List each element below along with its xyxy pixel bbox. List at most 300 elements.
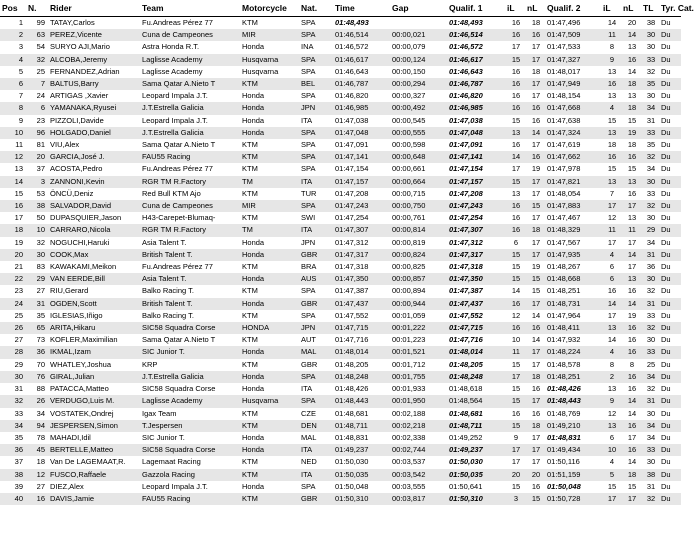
cell-pos: 34 bbox=[0, 420, 26, 432]
cell-qualif1: 01:47,141 bbox=[447, 151, 505, 163]
cell-time: 01:50,035 bbox=[333, 469, 390, 481]
cell-pos: 25 bbox=[0, 310, 26, 322]
table-row bbox=[0, 54, 681, 66]
table-row bbox=[0, 261, 681, 273]
cell-rider: ZANNONI,Kevin bbox=[48, 176, 140, 188]
table-row bbox=[0, 127, 681, 139]
cell-motorcycle: KTM bbox=[240, 469, 299, 481]
cell-motorcycle: KTM bbox=[240, 334, 299, 346]
cell-gap: 00:00,327 bbox=[390, 90, 447, 102]
cell-qualif1: 01:47,552 bbox=[447, 310, 505, 322]
cell-time: 01:47,387 bbox=[333, 285, 390, 297]
cell-nl1: 14 bbox=[525, 127, 545, 139]
cell-il1: 16 bbox=[505, 29, 525, 41]
cell-il2: 13 bbox=[601, 90, 621, 102]
cell-motorcycle: Husqvarna bbox=[240, 395, 299, 407]
cell-nat: GBR bbox=[299, 249, 333, 261]
cell-il1: 16 bbox=[505, 322, 525, 334]
cell-qualif1: 01:47,437 bbox=[447, 298, 505, 310]
cell-il2: 6 bbox=[601, 432, 621, 444]
cell-nat: DEN bbox=[299, 420, 333, 432]
cell-nl2: 14 bbox=[621, 395, 641, 407]
cell-tl: 33 bbox=[641, 188, 659, 200]
cell-motorcycle: HONDA bbox=[240, 322, 299, 334]
cell-pos: 24 bbox=[0, 298, 26, 310]
cell-motorcycle: MIR bbox=[240, 200, 299, 212]
cell-qualif2: 01:47,949 bbox=[545, 78, 601, 90]
cell-nl2: 18 bbox=[621, 78, 641, 90]
cell-gap: 00:03,817 bbox=[390, 493, 447, 505]
cell-qualif1: 01:46,820 bbox=[447, 90, 505, 102]
cell-time: 01:46,787 bbox=[333, 78, 390, 90]
cell-motorcycle: KTM bbox=[240, 359, 299, 371]
cell-il2: 13 bbox=[601, 383, 621, 395]
table-row bbox=[0, 224, 681, 236]
cell-team: Red Bull KTM Ajo bbox=[140, 188, 240, 200]
cell-gap: 00:00,545 bbox=[390, 115, 447, 127]
cell-qualif2: 01:47,978 bbox=[545, 163, 601, 175]
cell-tyre-cat: Du bbox=[659, 249, 681, 261]
cell-time: 01:47,437 bbox=[333, 298, 390, 310]
cell-time: 01:47,141 bbox=[333, 151, 390, 163]
cell-qualif1: 01:46,643 bbox=[447, 66, 505, 78]
cell-nl2: 13 bbox=[621, 41, 641, 53]
cell-nat: NED bbox=[299, 456, 333, 468]
cell-il2: 11 bbox=[601, 29, 621, 41]
cell-pos: 11 bbox=[0, 139, 26, 151]
cell-il1: 17 bbox=[505, 456, 525, 468]
cell-team: British Talent T. bbox=[140, 298, 240, 310]
cell-nl1: 17 bbox=[525, 432, 545, 444]
table-row bbox=[0, 310, 681, 322]
cell-qualif1: 01:47,312 bbox=[447, 237, 505, 249]
cell-time: 01:47,716 bbox=[333, 334, 390, 346]
cell-time: 01:47,350 bbox=[333, 273, 390, 285]
cell-nl2: 17 bbox=[621, 261, 641, 273]
cell-nl2: 16 bbox=[621, 334, 641, 346]
cell-nat: TUR bbox=[299, 188, 333, 200]
cell-number: 94 bbox=[26, 420, 48, 432]
cell-qualif2: 01:47,932 bbox=[545, 334, 601, 346]
table-row bbox=[0, 298, 681, 310]
cell-il1: 11 bbox=[505, 346, 525, 358]
cell-nl2: 18 bbox=[621, 102, 641, 114]
cell-time: 01:47,312 bbox=[333, 237, 390, 249]
cell-time: 01:47,157 bbox=[333, 176, 390, 188]
cell-il2: 16 bbox=[601, 151, 621, 163]
cell-pos: 29 bbox=[0, 359, 26, 371]
cell-il1: 10 bbox=[505, 334, 525, 346]
cell-team: SIC58 Squadra Corse bbox=[140, 383, 240, 395]
table-row bbox=[0, 139, 681, 151]
cell-rider: HOLGADO,Daniel bbox=[48, 127, 140, 139]
cell-qualif1: 01:46,617 bbox=[447, 54, 505, 66]
cell-nat: SPA bbox=[299, 395, 333, 407]
cell-gap: 00:00,715 bbox=[390, 188, 447, 200]
cell-number: 37 bbox=[26, 163, 48, 175]
cell-gap: 00:00,124 bbox=[390, 54, 447, 66]
cell-team: H43-Carepet-Blumaq- bbox=[140, 212, 240, 224]
cell-tl: 32 bbox=[641, 200, 659, 212]
cell-qualif1: 01:48,205 bbox=[447, 359, 505, 371]
cell-il2: 14 bbox=[601, 298, 621, 310]
col-header-rider: Rider bbox=[48, 0, 140, 17]
cell-motorcycle: KTM bbox=[240, 420, 299, 432]
cell-nat: SPA bbox=[299, 163, 333, 175]
cell-tl: 32 bbox=[641, 285, 659, 297]
cell-motorcycle: Honda bbox=[240, 41, 299, 53]
cell-number: 18 bbox=[26, 456, 48, 468]
cell-rider: WHATLEY,Joshua bbox=[48, 359, 140, 371]
cell-team: KRP bbox=[140, 359, 240, 371]
cell-il1: 16 bbox=[505, 66, 525, 78]
cell-il1: 17 bbox=[505, 371, 525, 383]
cell-nl2: 15 bbox=[621, 481, 641, 493]
cell-nl1: 16 bbox=[525, 115, 545, 127]
cell-nl1: 20 bbox=[525, 469, 545, 481]
cell-tl: 34 bbox=[641, 102, 659, 114]
cell-tl: 30 bbox=[641, 41, 659, 53]
cell-nl1: 15 bbox=[525, 493, 545, 505]
table-row bbox=[0, 115, 681, 127]
cell-gap: 00:00,648 bbox=[390, 151, 447, 163]
cell-nl2: 13 bbox=[621, 212, 641, 224]
cell-number: 26 bbox=[26, 395, 48, 407]
cell-qualif2: 01:48,426 bbox=[545, 383, 601, 395]
cell-pos: 2 bbox=[0, 29, 26, 41]
cell-nat: SPA bbox=[299, 90, 333, 102]
table-row bbox=[0, 493, 681, 505]
col-header-number: N. bbox=[26, 0, 48, 17]
cell-motorcycle: Honda bbox=[240, 273, 299, 285]
cell-team: FAU55 Racing bbox=[140, 151, 240, 163]
cell-pos: 21 bbox=[0, 261, 26, 273]
cell-qualif2: 01:48,154 bbox=[545, 90, 601, 102]
cell-tl: 30 bbox=[641, 273, 659, 285]
cell-time: 01:47,038 bbox=[333, 115, 390, 127]
cell-gap: 00:00,492 bbox=[390, 102, 447, 114]
cell-number: 88 bbox=[26, 383, 48, 395]
cell-rider: VAN EERDE,Bill bbox=[48, 273, 140, 285]
cell-qualif2: 01:48,267 bbox=[545, 261, 601, 273]
cell-nl2: 16 bbox=[621, 444, 641, 456]
cell-tl: 30 bbox=[641, 408, 659, 420]
cell-qualif2: 01:47,821 bbox=[545, 176, 601, 188]
cell-nl1: 17 bbox=[525, 41, 545, 53]
cell-gap: 00:01,521 bbox=[390, 346, 447, 358]
cell-time: 01:48,014 bbox=[333, 346, 390, 358]
cell-nat: SPA bbox=[299, 29, 333, 41]
cell-number: 99 bbox=[26, 17, 48, 30]
cell-qualif1: 01:47,243 bbox=[447, 200, 505, 212]
cell-time: 01:47,307 bbox=[333, 224, 390, 236]
cell-nl1: 17 bbox=[525, 54, 545, 66]
cell-gap: 00:01,059 bbox=[390, 310, 447, 322]
cell-il2: 4 bbox=[601, 102, 621, 114]
cell-qualif1: 01:47,715 bbox=[447, 322, 505, 334]
cell-number: 30 bbox=[26, 249, 48, 261]
cell-il2: 15 bbox=[601, 163, 621, 175]
cell-pos: 32 bbox=[0, 395, 26, 407]
cell-il2: 13 bbox=[601, 322, 621, 334]
cell-tl: 35 bbox=[641, 78, 659, 90]
cell-gap: 00:00,750 bbox=[390, 200, 447, 212]
cell-time: 01:50,310 bbox=[333, 493, 390, 505]
cell-qualif1: 01:48,711 bbox=[447, 420, 505, 432]
col-header-nat: Nat. bbox=[299, 0, 333, 17]
cell-number: 83 bbox=[26, 261, 48, 273]
cell-number: 20 bbox=[26, 151, 48, 163]
cell-number: 35 bbox=[26, 310, 48, 322]
cell-time: 01:47,715 bbox=[333, 322, 390, 334]
cell-team: SIC58 Squadra Corse bbox=[140, 444, 240, 456]
table-row bbox=[0, 66, 681, 78]
cell-qualif2: 01:49,434 bbox=[545, 444, 601, 456]
cell-team: Leopard Impala J.T. bbox=[140, 115, 240, 127]
cell-time: 01:47,318 bbox=[333, 261, 390, 273]
cell-qualif2: 01:47,662 bbox=[545, 151, 601, 163]
cell-time: 01:50,048 bbox=[333, 481, 390, 493]
table-row bbox=[0, 90, 681, 102]
header-row bbox=[0, 0, 681, 17]
cell-nl1: 15 bbox=[525, 285, 545, 297]
cell-time: 01:48,831 bbox=[333, 432, 390, 444]
cell-il1: 15 bbox=[505, 249, 525, 261]
col-header-il2: iL bbox=[601, 0, 621, 17]
cell-il1: 16 bbox=[505, 408, 525, 420]
cell-tyre-cat: Du bbox=[659, 163, 681, 175]
cell-qualif2: 01:48,054 bbox=[545, 188, 601, 200]
cell-tyre-cat: Du bbox=[659, 90, 681, 102]
cell-rider: NOGUCHI,Haruki bbox=[48, 237, 140, 249]
cell-gap: 00:02,188 bbox=[390, 408, 447, 420]
cell-time: 01:46,514 bbox=[333, 29, 390, 41]
table-row bbox=[0, 176, 681, 188]
cell-gap: 00:00,555 bbox=[390, 127, 447, 139]
cell-number: 73 bbox=[26, 334, 48, 346]
cell-time: 01:47,208 bbox=[333, 188, 390, 200]
cell-gap: 00:01,950 bbox=[390, 395, 447, 407]
cell-gap: 00:00,150 bbox=[390, 66, 447, 78]
cell-team: Sama Qatar A.Nieto T bbox=[140, 334, 240, 346]
cell-qualif2: 01:47,668 bbox=[545, 102, 601, 114]
cell-rider: IGLESIAS,Iñigo bbox=[48, 310, 140, 322]
cell-tyre-cat: Du bbox=[659, 346, 681, 358]
cell-qualif2: 01:47,883 bbox=[545, 200, 601, 212]
cell-il1: 16 bbox=[505, 298, 525, 310]
cell-tl: 32 bbox=[641, 66, 659, 78]
cell-nl2: 13 bbox=[621, 273, 641, 285]
cell-qualif2: 01:47,638 bbox=[545, 115, 601, 127]
cell-tl: 30 bbox=[641, 456, 659, 468]
cell-rider: ARITA,Hikaru bbox=[48, 322, 140, 334]
cell-tl: 34 bbox=[641, 420, 659, 432]
col-header-qualif2: Qualif. 2 bbox=[545, 0, 601, 17]
cell-number: 23 bbox=[26, 115, 48, 127]
table-row bbox=[0, 41, 681, 53]
cell-pos: 31 bbox=[0, 383, 26, 395]
cell-motorcycle: Honda bbox=[240, 90, 299, 102]
col-header-gap: Gap bbox=[390, 0, 447, 17]
table-row bbox=[0, 322, 681, 334]
cell-rider: OGDEN,Scott bbox=[48, 298, 140, 310]
col-header-il1: iL bbox=[505, 0, 525, 17]
cell-rider: ÖNCÜ,Deniz bbox=[48, 188, 140, 200]
cell-tl: 34 bbox=[641, 371, 659, 383]
cell-nl1: 18 bbox=[525, 66, 545, 78]
cell-tl: 33 bbox=[641, 127, 659, 139]
cell-number: 45 bbox=[26, 444, 48, 456]
cell-tyre-cat: Du bbox=[659, 395, 681, 407]
cell-number: 29 bbox=[26, 273, 48, 285]
cell-team: RGR TM R.Factory bbox=[140, 176, 240, 188]
cell-tl: 31 bbox=[641, 481, 659, 493]
cell-nl1: 19 bbox=[525, 163, 545, 175]
cell-nl1: 17 bbox=[525, 395, 545, 407]
cell-gap: 00:03,542 bbox=[390, 469, 447, 481]
cell-time: 01:48,248 bbox=[333, 371, 390, 383]
col-header-nl1: nL bbox=[525, 0, 545, 17]
cell-il2: 6 bbox=[601, 261, 621, 273]
cell-il1: 16 bbox=[505, 78, 525, 90]
cell-qualif1: 01:47,038 bbox=[447, 115, 505, 127]
cell-motorcycle: Husqvarna bbox=[240, 66, 299, 78]
cell-nl2: 14 bbox=[621, 408, 641, 420]
cell-nl2: 16 bbox=[621, 54, 641, 66]
cell-rider: PEREZ,Vicente bbox=[48, 29, 140, 41]
cell-team: Laglisse Academy bbox=[140, 66, 240, 78]
cell-il2: 17 bbox=[601, 493, 621, 505]
table-row bbox=[0, 432, 681, 444]
cell-nl1: 14 bbox=[525, 310, 545, 322]
cell-nat: ITA bbox=[299, 469, 333, 481]
cell-il2: 13 bbox=[601, 420, 621, 432]
cell-team: Igax Team bbox=[140, 408, 240, 420]
cell-qualif2: 01:48,224 bbox=[545, 346, 601, 358]
table-row bbox=[0, 102, 681, 114]
cell-number: 32 bbox=[26, 237, 48, 249]
cell-tyre-cat: Du bbox=[659, 127, 681, 139]
cell-nl2: 16 bbox=[621, 346, 641, 358]
cell-qualif1: 01:48,493 bbox=[447, 17, 505, 30]
cell-tyre-cat: Du bbox=[659, 432, 681, 444]
cell-nl1: 18 bbox=[525, 420, 545, 432]
cell-qualif1: 01:48,014 bbox=[447, 346, 505, 358]
cell-nat: AUS bbox=[299, 273, 333, 285]
cell-tl: 30 bbox=[641, 334, 659, 346]
cell-pos: 5 bbox=[0, 66, 26, 78]
cell-rider: JESPERSEN,Simon bbox=[48, 420, 140, 432]
cell-qualif1: 01:46,985 bbox=[447, 102, 505, 114]
cell-il2: 13 bbox=[601, 127, 621, 139]
cell-tl: 31 bbox=[641, 249, 659, 261]
cell-il2: 11 bbox=[601, 224, 621, 236]
table-row bbox=[0, 383, 681, 395]
cell-rider: GIRAL,Julian bbox=[48, 371, 140, 383]
cell-number: 76 bbox=[26, 371, 48, 383]
cell-tyre-cat: Du bbox=[659, 200, 681, 212]
cell-rider: KAWAKAMI,Meikon bbox=[48, 261, 140, 273]
cell-il2: 14 bbox=[601, 17, 621, 30]
cell-gap: 00:02,218 bbox=[390, 420, 447, 432]
cell-il2: 2 bbox=[601, 371, 621, 383]
cell-nat: BEL bbox=[299, 78, 333, 90]
table-row bbox=[0, 346, 681, 358]
cell-nat: GBR bbox=[299, 359, 333, 371]
cell-time: 01:47,552 bbox=[333, 310, 390, 322]
table-row bbox=[0, 334, 681, 346]
cell-team: Astra Honda R.T. bbox=[140, 41, 240, 53]
cell-rider: BALTUS,Barry bbox=[48, 78, 140, 90]
cell-nl1: 14 bbox=[525, 334, 545, 346]
cell-number: 96 bbox=[26, 127, 48, 139]
cell-qualif1: 01:47,254 bbox=[447, 212, 505, 224]
cell-gap: 00:00,824 bbox=[390, 249, 447, 261]
cell-il2: 12 bbox=[601, 212, 621, 224]
cell-motorcycle: KTM bbox=[240, 408, 299, 420]
cell-gap: 00:00,825 bbox=[390, 261, 447, 273]
cell-qualif1: 01:50,030 bbox=[447, 456, 505, 468]
cell-pos: 3 bbox=[0, 41, 26, 53]
cell-nl1: 18 bbox=[525, 371, 545, 383]
cell-rider: PATACCA,Matteo bbox=[48, 383, 140, 395]
cell-tyre-cat: Du bbox=[659, 102, 681, 114]
cell-number: 50 bbox=[26, 212, 48, 224]
cell-number: 27 bbox=[26, 481, 48, 493]
cell-pos: 17 bbox=[0, 212, 26, 224]
cell-motorcycle: Honda bbox=[240, 444, 299, 456]
table-row bbox=[0, 481, 681, 493]
cell-nat: SWI bbox=[299, 212, 333, 224]
cell-motorcycle: Honda bbox=[240, 237, 299, 249]
cell-time: 01:48,426 bbox=[333, 383, 390, 395]
cell-tl: 34 bbox=[641, 237, 659, 249]
cell-time: 01:46,617 bbox=[333, 54, 390, 66]
cell-gap: 00:02,744 bbox=[390, 444, 447, 456]
cell-number: 63 bbox=[26, 29, 48, 41]
cell-rider: FERNANDEZ,Adrian bbox=[48, 66, 140, 78]
cell-qualif2: 01:50,728 bbox=[545, 493, 601, 505]
cell-il2: 16 bbox=[601, 78, 621, 90]
cell-time: 01:47,154 bbox=[333, 163, 390, 175]
cell-qualif1: 01:46,572 bbox=[447, 41, 505, 53]
cell-time: 01:46,572 bbox=[333, 41, 390, 53]
cell-tyre-cat: Du bbox=[659, 237, 681, 249]
cell-number: 12 bbox=[26, 469, 48, 481]
cell-nl1: 18 bbox=[525, 17, 545, 30]
cell-il1: 15 bbox=[505, 481, 525, 493]
cell-nl2: 17 bbox=[621, 493, 641, 505]
cell-il1: 17 bbox=[505, 41, 525, 53]
cell-qualif1: 01:48,564 bbox=[447, 395, 505, 407]
cell-il1: 15 bbox=[505, 395, 525, 407]
cell-nat: INA bbox=[299, 41, 333, 53]
cell-pos: 18 bbox=[0, 224, 26, 236]
cell-rider: SALVADOR,David bbox=[48, 200, 140, 212]
cell-pos: 23 bbox=[0, 285, 26, 297]
cell-time: 01:47,317 bbox=[333, 249, 390, 261]
cell-il1: 15 bbox=[505, 273, 525, 285]
cell-pos: 30 bbox=[0, 371, 26, 383]
cell-qualif2: 01:48,251 bbox=[545, 371, 601, 383]
cell-qualif1: 01:47,048 bbox=[447, 127, 505, 139]
cell-nl2: 14 bbox=[621, 66, 641, 78]
cell-tyre-cat: Du bbox=[659, 481, 681, 493]
cell-il1: 14 bbox=[505, 151, 525, 163]
table-row bbox=[0, 395, 681, 407]
cell-motorcycle: TM bbox=[240, 176, 299, 188]
cell-motorcycle: KTM bbox=[240, 163, 299, 175]
